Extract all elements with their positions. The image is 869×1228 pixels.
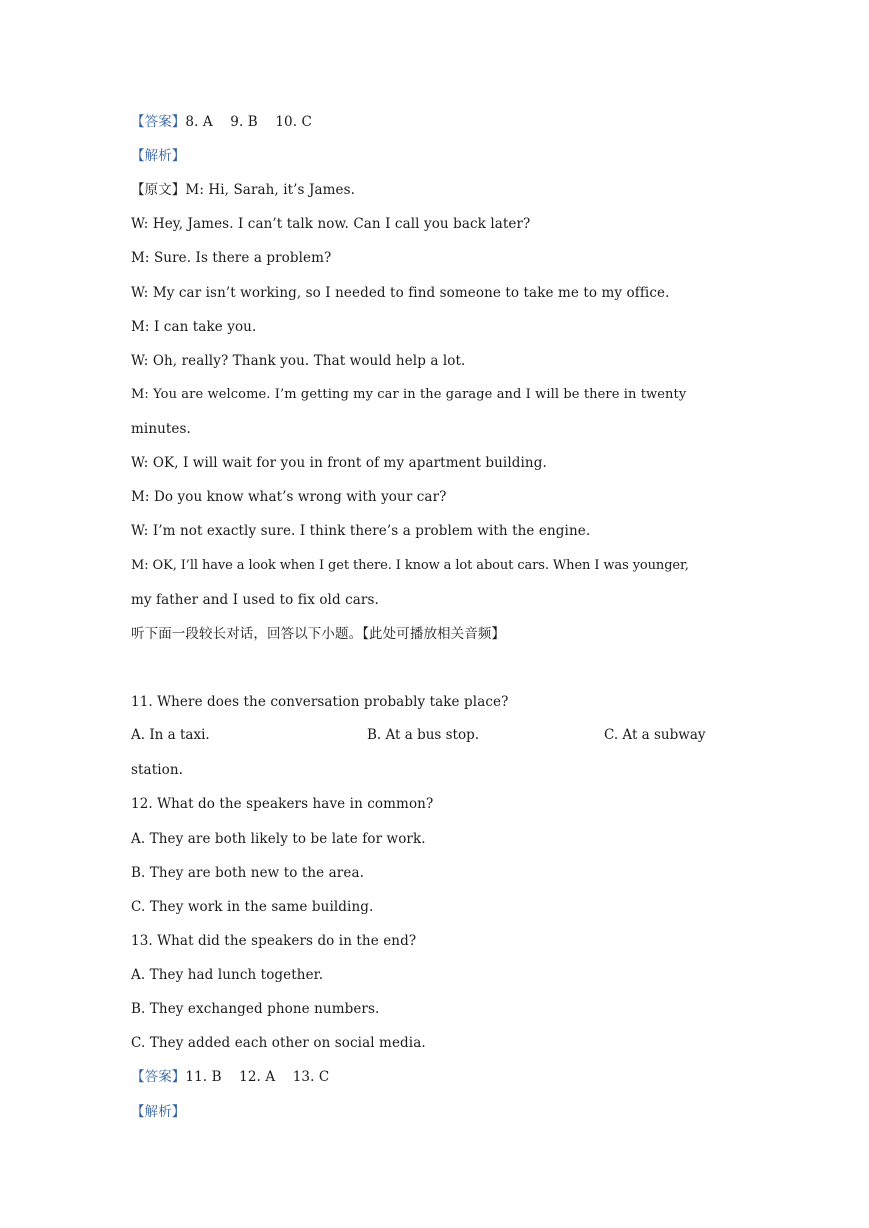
listening-instruction: 听下面一段较长对话，回答以下小题。【此处可播放相关音频】 bbox=[131, 626, 506, 642]
dialogue-line: M: You are welcome. I’m getting my car in the garage and I will be there in twenty bbox=[131, 387, 687, 402]
option-b: B. They exchanged phone numbers. bbox=[131, 1001, 380, 1017]
option-b: B. They are both new to the area. bbox=[131, 865, 364, 881]
option-c: C. At a subway bbox=[604, 727, 706, 743]
dialogue-line: W: My car isn’t working, so I needed to find someone to take me to my office. bbox=[131, 285, 670, 301]
dialogue-line: W: Hey, James. I can’t talk now. Can I call you back later? bbox=[131, 216, 531, 232]
analysis-tag: 【解析】 bbox=[131, 1104, 186, 1120]
answer-tag: 【答案】 bbox=[131, 1069, 186, 1085]
dialogue-line: M: Sure. Is there a problem? bbox=[131, 250, 332, 266]
dialogue-line: minutes. bbox=[131, 421, 191, 437]
original-line bbox=[131, 181, 355, 199]
original-tag: 【原文】 bbox=[131, 182, 186, 198]
question-12: 12. What do the speakers have in common? bbox=[131, 796, 434, 812]
dialogue-line: M: I can take you. bbox=[131, 319, 257, 335]
dialogue-line: W: Oh, really? Thank you. That would help a lot. bbox=[131, 353, 466, 369]
dialogue-line: W: OK, I will wait for you in front of my apartment building. bbox=[131, 455, 547, 471]
answer-line-2 bbox=[131, 1068, 329, 1086]
answer-line-1 bbox=[131, 113, 312, 131]
dialogue-line: M: Do you know what’s wrong with your car? bbox=[131, 489, 447, 505]
dialogue-line: M: Hi, Sarah, it’s James. bbox=[185, 182, 356, 198]
option-c: C. They added each other on social media. bbox=[131, 1035, 426, 1051]
dialogue-line: my father and I used to fix old cars. bbox=[131, 592, 379, 608]
question-11: 11. Where does the conversation probably take place? bbox=[131, 694, 509, 710]
option-b: B. At a bus stop. bbox=[367, 727, 480, 743]
option-c-continued: station. bbox=[131, 762, 184, 778]
option-a: A. They are both likely to be late for work. bbox=[131, 831, 426, 847]
option-a: A. In a taxi. bbox=[131, 727, 210, 743]
question-13: 13. What did the speakers do in the end? bbox=[131, 933, 417, 949]
option-c: C. They work in the same building. bbox=[131, 899, 374, 915]
dialogue-line: M: OK, I’ll have a look when I get there. I know a lot about cars. When I was younger, bbox=[131, 558, 689, 573]
dialogue-line: W: I’m not exactly sure. I think there’s a problem with the engine. bbox=[131, 523, 591, 539]
answer-text: 11. B 12. A 13. C bbox=[185, 1069, 330, 1085]
answer-text: 8. A 9. B 10. C bbox=[185, 114, 312, 130]
option-a: A. They had lunch together. bbox=[131, 967, 324, 983]
answer-tag: 【答案】 bbox=[131, 114, 186, 130]
analysis-tag: 【解析】 bbox=[131, 148, 186, 164]
question-11-options bbox=[131, 727, 751, 745]
